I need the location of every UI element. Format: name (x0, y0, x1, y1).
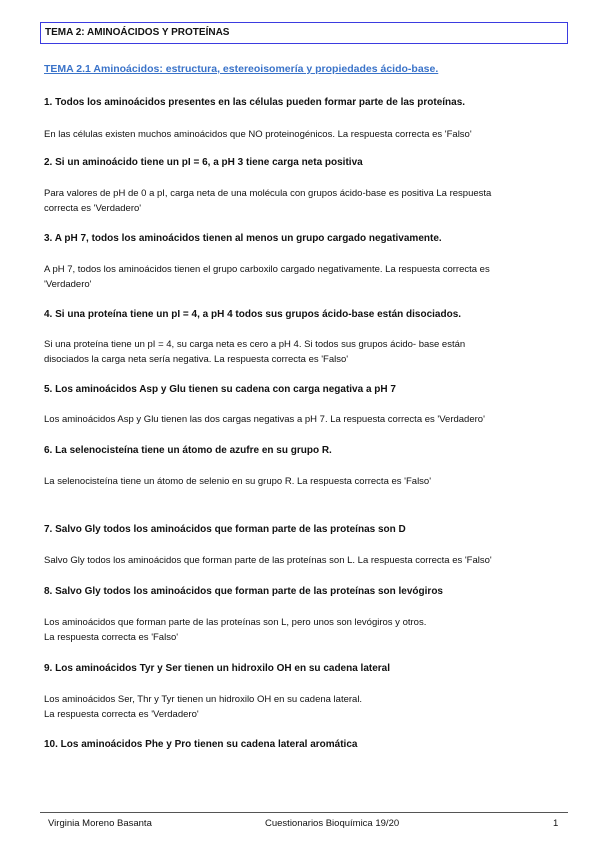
answer-text: Los aminoácidos Asp y Glu tienen las dos cargas negativas a pH 7. La respuesta correcta es 'Verdadero' (44, 414, 485, 425)
questions-list (44, 96, 564, 752)
list-item (44, 738, 564, 752)
answer-text: La selenocisteína tiene un átomo de selenio en su grupo R. La respuesta correcta es 'Falso' (44, 476, 432, 487)
list-item (44, 585, 564, 645)
answer-text: Los aminoácidos que forman parte de las proteínas son L, pero unos son levógiros y otros. La respuesta correcta es 'Falso' (44, 617, 427, 643)
question-text: 10. Los aminoácidos Phe y Pro tienen su cadena lateral aromática (44, 739, 358, 750)
list-item (44, 232, 564, 292)
question-text: 7. Salvo Gly todos los aminoácidos que forman parte de las proteínas son D (44, 524, 406, 535)
list-item (44, 308, 564, 367)
footer-divider (40, 812, 568, 813)
question-text: 5. Los aminoácidos Asp y Glu tienen su cadena con carga negativa a pH 7 (44, 384, 396, 395)
header-title: TEMA 2: AMINOÁCIDOS Y PROTEÍNAS (45, 27, 230, 38)
answer-text: A pH 7, todos los aminoácidos tienen el grupo carboxilo cargado negativamente. La respuesta correcta es 'Verdadero' (44, 264, 490, 290)
question-text: 2. Si un aminoácido tiene un pI = 6, a pH 3 tiene carga neta positiva (44, 157, 363, 168)
question-text: 1. Todos los aminoácidos presentes en las células pueden formar parte de las proteínas. (44, 97, 466, 108)
question-text: 8. Salvo Gly todos los aminoácidos que forman parte de las proteínas son levógiros (44, 586, 443, 597)
question-text: 3. A pH 7, todos los aminoácidos tienen al menos un grupo cargado negativamente. (44, 233, 442, 244)
footer-author: Virginia Moreno Basanta (48, 818, 152, 829)
answer-text: Si una proteína tiene un pI = 4, su carga neta es cero a pH 4. Si todos sus grupos ácido- base están disociados la carga neta sería negativa. La respuesta correcta es 'Falso' (44, 339, 466, 365)
answer-text: Salvo Gly todos los aminoácidos que forman parte de las proteínas son L. La respuesta correcta es 'Falso' (44, 555, 492, 566)
answer-text: En las células existen muchos aminoácidos que NO proteinogénicos. La respuesta correcta es 'Falso' (44, 129, 472, 140)
list-item (44, 156, 564, 216)
list-item (44, 662, 564, 722)
header-box (40, 22, 568, 44)
page-number: 1 (553, 818, 559, 829)
list-item (44, 523, 564, 568)
footer-course: Cuestionarios Bioquímica 19/20 (265, 818, 400, 829)
list-item (44, 383, 564, 427)
section-link[interactable]: TEMA 2.1 Aminoácidos: estructura, estereoisomería y propiedades ácido-base. (44, 63, 439, 75)
question-text: 4. Si una proteína tiene un pI = 4, a pH 4 todos sus grupos ácido-base están disociados. (44, 309, 462, 320)
answer-text: Los aminoácidos Ser, Thr y Tyr tienen un hidroxilo OH en su cadena lateral. La respuesta correcta es 'Verdadero' (44, 694, 363, 720)
question-text: 6. La selenocisteína tiene un átomo de azufre en su grupo R. (44, 445, 332, 456)
list-item (44, 96, 564, 142)
question-text: 9. Los aminoácidos Tyr y Ser tienen un hidroxilo OH en su cadena lateral (44, 663, 391, 674)
answer-text: Para valores de pH de 0 a pI, carga neta de una molécula con grupos ácido-base es positiva La respuesta correcta es 'Verdadero' (44, 188, 492, 214)
list-item (44, 444, 564, 489)
